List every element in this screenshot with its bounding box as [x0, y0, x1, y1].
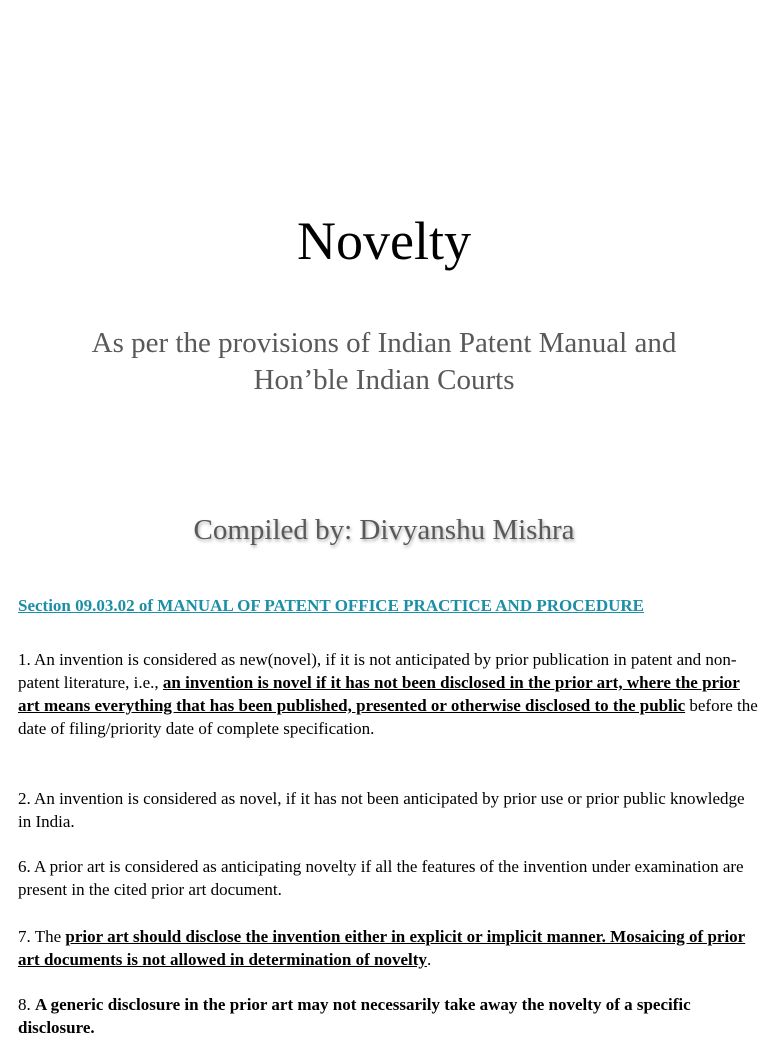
section-heading-link[interactable]: Section 09.03.02 of MANUAL OF PATENT OFFICE PRACTICE AND PROCEDURE — [18, 596, 645, 615]
paragraph-6-text: 6. A prior art is considered as anticipating novelty if all the features of the invention under examination are present in the cited prior art document. — [18, 857, 744, 899]
paragraph-6 — [18, 855, 758, 901]
paragraph-1-emphasis: an invention is novel if it has not been disclosed in the prior art, where the prior art means everything that has been published, presented or otherwise disclosed to the public — [18, 673, 740, 715]
paragraph-1-lead: 1. An invention is considered as new(novel), if it is not anticipated by prior publication in patent and non-patent literature, i.e., — [18, 650, 737, 692]
paragraph-7-tail: . — [426, 950, 432, 969]
paragraph-1-tail: before the date of filing/priority date of complete specification. — [18, 696, 758, 738]
paragraph-7-emphasis: prior art should disclose the invention either in explicit or implicit manner. Mosaicing of prior art documents is not allowed in determination of novelty — [18, 927, 746, 969]
paragraph-7 — [18, 925, 758, 971]
paragraph-8-emphasis: A generic disclosure in the prior art may not necessarily take away the novelty of a specific disclosure. — [18, 995, 691, 1037]
paragraph-7-lead: 7. The — [18, 927, 66, 946]
paragraph-1 — [18, 648, 758, 740]
paragraph-2-text: 2. An invention is considered as novel, if it has not been anticipated by prior use or prior public knowledge in India. — [18, 789, 745, 831]
paragraph-2 — [18, 787, 758, 833]
document-title: Novelty — [297, 211, 471, 271]
document-subtitle: As per the provisions of Indian Patent Manual and Hon’ble Indian Courts — [91, 327, 677, 396]
paragraph-8 — [18, 993, 758, 1039]
paragraph-8-lead: 8. — [18, 995, 35, 1014]
compiled-by-line: Compiled by: Divyanshu Mishra — [193, 514, 575, 546]
